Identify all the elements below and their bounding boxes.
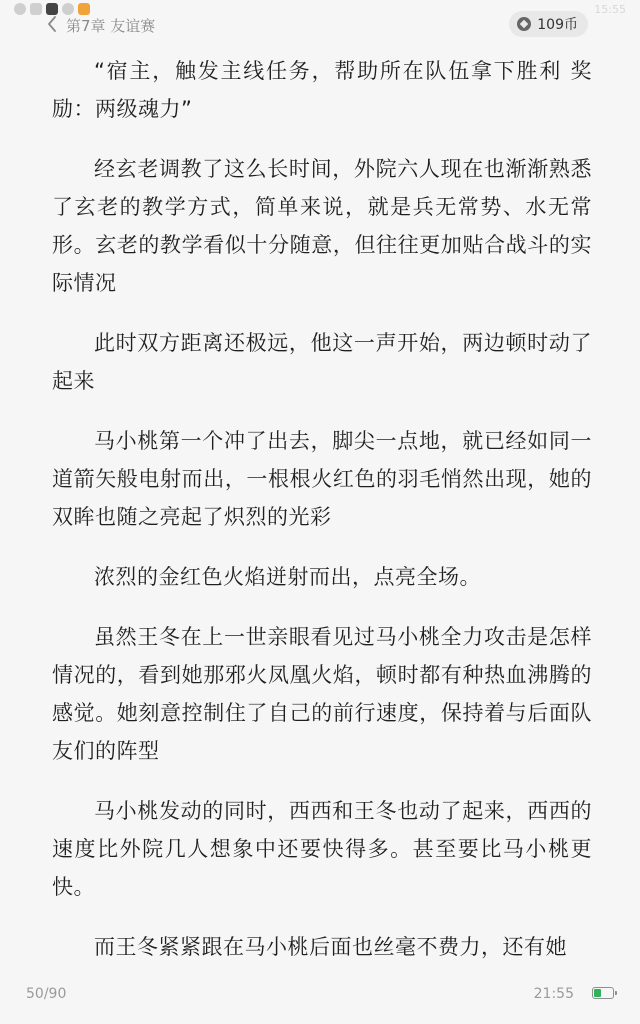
reader-footer bbox=[0, 984, 640, 1024]
clock: 21:55 bbox=[533, 986, 574, 1002]
paragraph: 此时双方距离还极远，他这一声开始，两边顿时动了起来 bbox=[52, 331, 592, 393]
back-button[interactable] bbox=[42, 14, 62, 34]
paragraph: 虽然王冬在上一世亲眼看见过马小桃全力攻击是怎样情况的，看到她那邪火凤凰火焰，顿时都有种热血沸腾的感觉。她刻意控制住了自己的前行速度，保持着与后面队友们的阵型 bbox=[52, 625, 592, 763]
paragraph: “宿主，触发主线任务，帮助所在队伍拿下胜利 奖励：两级魂力” bbox=[52, 59, 592, 121]
chevron-left-icon bbox=[47, 16, 57, 32]
reader-top-bar bbox=[0, 8, 640, 42]
battery-icon bbox=[592, 987, 614, 999]
reading-content[interactable] bbox=[52, 52, 592, 982]
page-indicator: 50/90 bbox=[26, 986, 67, 1002]
paragraph: 马小桃发动的同时，西西和王冬也动了起来，西西的速度比外院几人想象中还要快得多。甚至要比马小桃更快。 bbox=[52, 799, 592, 899]
coin-balance: 109币 bbox=[537, 17, 578, 33]
paragraph: 浓烈的金红色火焰迸射而出，点亮全场。 bbox=[94, 565, 481, 589]
coin-balance-button[interactable] bbox=[509, 11, 588, 37]
paragraph: 马小桃第一个冲了出去，脚尖一点地，就已经如同一道箭矢般电射而出，一根根火红色的羽毛悄然出现，她的双眸也随之亮起了炽烈的光彩 bbox=[52, 429, 592, 529]
coin-icon bbox=[517, 17, 531, 31]
status-time: 15:55 bbox=[594, 3, 626, 16]
paragraph: 而王冬紧紧跟在马小桃后面也丝毫不费力，还有她 bbox=[94, 935, 567, 959]
paragraph: 经玄老调教了这么长时间，外院六人现在也渐渐熟悉了玄老的教学方式，简单来说，就是兵无常势、水无常形。玄老的教学看似十分随意，但往往更加贴合战斗的实际情况 bbox=[52, 157, 592, 295]
battery-level bbox=[594, 989, 601, 997]
chapter-title[interactable]: 第7章 友谊赛 bbox=[66, 17, 156, 35]
